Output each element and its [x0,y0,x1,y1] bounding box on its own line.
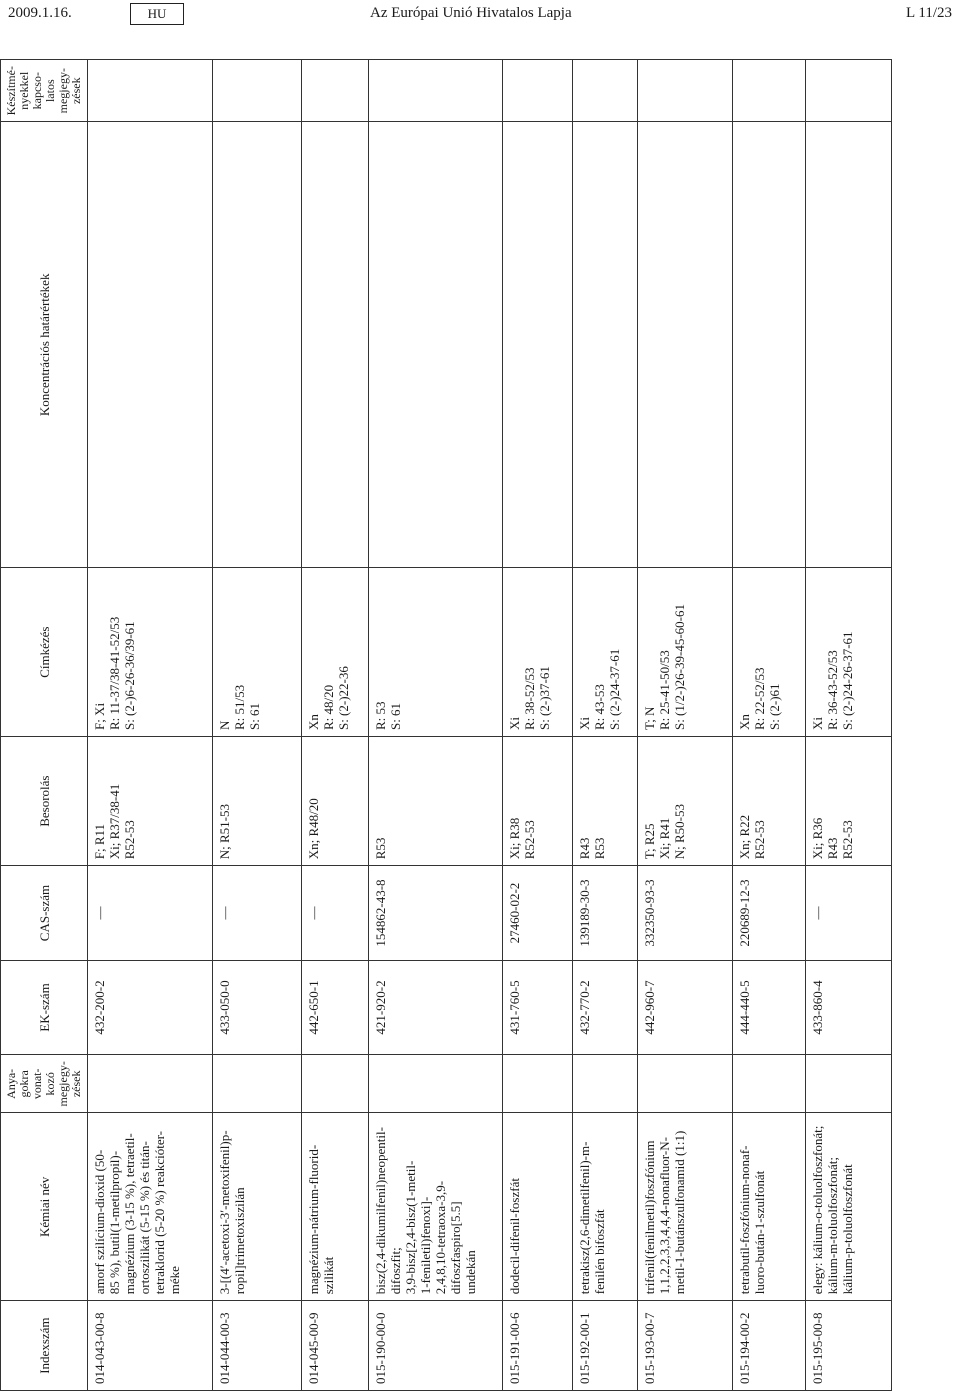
labelling-cell-line: R: 43-53 [591,684,607,731]
cas-number-cell: — [88,866,213,961]
table-row [637,60,732,1391]
labelling-cell [503,568,572,737]
concentration-cell [88,122,213,568]
classification-cell [369,737,503,866]
cas-number-cell: 154862-43-8 [369,866,503,961]
concentration-cell [369,122,503,568]
page-reference: L 11/23 [906,5,952,21]
chemical-name-cell [213,1113,301,1301]
chemical-name-cell [301,1113,368,1301]
ek-number-cell: 433-860-4 [805,960,891,1054]
substance-notes-cell [572,1055,637,1113]
table-row [88,60,213,1391]
table-row [369,60,503,1391]
classification-cell-line: F; R11 [92,823,107,860]
ek-number-cell: 442-650-1 [301,960,368,1054]
concentration-cell [637,122,732,568]
substance-notes-cell [213,1055,301,1113]
cas-number-cell: — [805,866,891,961]
chemical-name-cell-line: fenilén bifoszfát [591,1209,607,1295]
index-cell: 014-044-00-3 [213,1301,301,1391]
preparation-notes-cell [637,60,732,122]
table-row [732,60,805,1391]
chemical-name-cell-line: amorf szilícium-dioxid (50- [92,1149,107,1295]
table-row [213,60,301,1391]
ek-number-cell: 432-770-2 [572,960,637,1054]
chemical-name-cell-line: trifenil(fenilmetil)foszfónium [641,1140,657,1295]
table-row [572,60,637,1391]
col-header-substance-notes: Anya- gokra vonat- kozó megjegy- zések [1,1055,88,1113]
labelling-cell-line: Xi [576,717,592,731]
chemical-name-cell [637,1113,732,1301]
index-cell: 015-193-00-7 [637,1301,732,1391]
classification-cell-line: Xn; R22 [736,814,752,860]
col-header-index: Indexszám [1,1301,88,1391]
index-cell: 014-045-00-9 [301,1301,368,1391]
concentration-cell [301,122,368,568]
table-row [301,60,368,1391]
col-header-concentration: Koncentrációs határértékek [1,122,88,568]
chemical-name-cell-line: undekán [463,1250,479,1295]
chemical-name-cell-line: 2,4,8,10-tetraoxa-3,9- [433,1180,449,1295]
col-header-cas: CAS-szám [1,866,88,961]
chemical-name-cell-line: méke [167,1266,182,1295]
ek-number-cell: 442-960-7 [637,960,732,1054]
index-cell: 015-192-00-1 [572,1301,637,1391]
col-header-name: Kémiai név [1,1113,88,1301]
preparation-notes-cell [572,60,637,122]
classification-cell-line: R52-53 [751,820,767,860]
classification-cell-line: R52-53 [122,820,137,860]
labelling-cell-line: R: 11-37/38-41-52/53 [107,616,122,731]
chemical-name-cell-line: kálium-m-toluolfoszfonát; [824,1157,840,1295]
cas-number-cell: 27460-02-2 [503,866,572,961]
substance-notes-cell [732,1055,805,1113]
chemical-name-cell-line: elegy: kálium-o-toluolfoszfonát; [809,1125,825,1295]
substance-notes-cell [637,1055,732,1113]
labelling-cell-line: R: 51/53 [232,684,248,731]
classification-cell-line: N; R50-53 [671,804,687,860]
chemical-name-cell-line: magnézium-nátrium-fluorid- [305,1144,321,1295]
classification-cell-line: Xi; R36 [809,817,825,860]
classification-cell [572,737,637,866]
concentration-cell [732,122,805,568]
cas-number-cell: 332350-93-3 [637,866,732,961]
labelling-cell-line: S: (1/2-)26-39-45-60-61 [671,604,687,731]
chemical-name-cell-line: difoszfit; [388,1247,404,1295]
preparation-notes-cell [503,60,572,122]
labelling-cell-line: S: 61 [247,702,263,731]
classification-cell-line: R53 [373,837,389,860]
chemical-name-cell-line: 3,9-bisz[2,4-bisz(1-metil- [403,1160,419,1295]
labelling-cell-line: R: 36-43-52/53 [824,650,840,731]
classification-cell-line: T; R25 [641,823,657,860]
chemical-name-cell [369,1113,503,1301]
chemical-name-cell-line: bisz(2,4-dikumilfenil)neopentil- [373,1127,389,1295]
concentration-cell [213,122,301,568]
ek-number-cell: 433-050-0 [213,960,301,1054]
substance-notes-cell [88,1055,213,1113]
substance-notes-cell [503,1055,572,1113]
chemical-name-cell [805,1113,891,1301]
col-header-ek: EK-szám [1,960,88,1054]
publication-date: 2009.1.16. [8,5,72,21]
labelling-cell-line: Xn [736,714,752,731]
table-header-row [1,60,88,1391]
table-row [503,60,572,1391]
ek-number-cell: 432-200-2 [88,960,213,1054]
chemical-name-cell-line: kálium-p-toluolfoszfonát [839,1164,855,1295]
classification-cell [503,737,572,866]
labelling-cell-line: S: (2-)24-26-37-61 [839,631,855,731]
classification-cell [732,737,805,866]
concentration-cell [503,122,572,568]
chemical-name-cell-line: tetrakisz(2,6-dimetilfenil)-m- [576,1141,592,1295]
labelling-cell [88,568,213,737]
col-header-preparation-notes: Készítmé- nyekkel kapcso- latos megjegy- zések [1,60,88,122]
chemical-name-cell-line: tetrabutil-foszfónium-nonaf- [736,1145,752,1295]
index-cell: 014-043-00-8 [88,1301,213,1391]
labelling-cell [805,568,891,737]
cas-number-cell: — [301,866,368,961]
labelling-cell [572,568,637,737]
labelling-cell-line: T; N [641,706,657,731]
labelling-cell [213,568,301,737]
classification-cell [213,737,301,866]
rotated-table-container [0,59,960,1391]
ek-number-cell: 421-920-2 [369,960,503,1054]
index-cell: 015-191-00-6 [503,1301,572,1391]
labelling-cell-line: R: 38-52/53 [522,667,538,731]
labelling-cell-line: S: 61 [388,702,404,731]
chemical-name-cell-line: 1,1,2,2,3,3,4,4,4-nonafluor-N- [656,1137,672,1295]
chemical-name-cell-line: 85 %), butil(1-metilpropil)- [107,1150,122,1295]
chemical-name-cell-line: magnézium (3-15 %), tetraetil- [122,1133,137,1295]
preparation-notes-cell [805,60,891,122]
chemical-name-cell-line: szilikát [320,1256,336,1295]
labelling-cell-line: Xi [507,717,523,731]
classification-cell [637,737,732,866]
classification-cell-line: R43 [824,837,840,860]
chemical-name-cell-line: tetraklorid (5-20 %) reakcióter- [152,1131,167,1295]
labelling-cell-line: S: (2-)22-36 [335,666,351,731]
concentration-cell [572,122,637,568]
ek-number-cell: 431-760-5 [503,960,572,1054]
labelling-cell-line: S: (2-)37-61 [537,666,553,731]
chemical-name-cell [732,1113,805,1301]
chemical-name-cell [572,1113,637,1301]
labelling-cell-line: Xn [305,714,321,731]
chemical-name-cell-line: ortoszilikát (5-15 %) és titán- [137,1141,152,1295]
labelling-cell-line: F; Xi [92,702,107,731]
preparation-notes-cell [369,60,503,122]
chemical-name-cell-line: 3-[(4′-acetoxi-3′-metoxifenil)p- [217,1130,233,1295]
chemical-name-cell-line: luoro-bután-1-szulfonát [751,1170,767,1295]
substance-notes-cell [301,1055,368,1113]
substance-notes-cell [369,1055,503,1113]
table-row [805,60,891,1391]
labelling-cell-line: S: (2-)61 [766,683,782,731]
classification-cell-line: R53 [591,837,607,860]
index-cell: 015-190-00-0 [369,1301,503,1391]
chemical-name-cell-line: ropil]trimetoxiszilán [232,1187,248,1295]
classification-cell-line: R52-53 [522,820,538,860]
labelling-cell-line: R: 22-52/53 [751,667,767,731]
cas-number-cell: 220689-12-3 [732,866,805,961]
chemical-name-cell-line: metil-1-butánszulfonamid (1:1) [671,1130,687,1295]
labelling-cell-line: Xi [809,717,825,731]
language-badge: HU [130,3,184,25]
col-header-labelling: Címkézés [1,568,88,737]
labelling-cell-line: S: (2-)6-26-36/39-61 [122,621,137,731]
preparation-notes-cell [213,60,301,122]
classification-cell-line: Xi; R38 [507,817,523,860]
chemical-name-cell-line: 1-feniletil)fenoxi]- [418,1196,434,1295]
page-header [0,0,960,30]
classification-cell-line: R43 [576,837,592,860]
chemical-name-cell [503,1113,572,1301]
labelling-cell-line: R: 25-41-50/53 [656,650,672,731]
table-body [88,60,892,1391]
labelling-cell [369,568,503,737]
ek-number-cell: 444-440-5 [732,960,805,1054]
classification-cell-line: R52-53 [839,820,855,860]
chemical-name-cell-line: difoszfaspiro[5.5] [448,1201,464,1295]
labelling-cell [732,568,805,737]
chemical-name-cell [88,1113,213,1301]
classification-cell-line: N; R51-53 [217,804,233,860]
substance-notes-cell [805,1055,891,1113]
cas-number-cell: — [213,866,301,961]
preparation-notes-cell [301,60,368,122]
labelling-cell-line: R: 53 [373,701,389,731]
index-cell: 015-194-00-2 [732,1301,805,1391]
labelling-cell-line: R: 48/20 [320,684,336,731]
labelling-cell-line: N [217,720,233,731]
classification-cell-line: Xi; R41 [656,817,672,860]
labelling-cell-line: S: (2-)24-37-61 [606,648,622,731]
substance-table [0,59,892,1391]
labelling-cell [301,568,368,737]
classification-cell [805,737,891,866]
col-header-classification: Besorolás [1,737,88,866]
classification-cell-line: Xn; R48/20 [305,798,321,860]
cas-number-cell: 139189-30-3 [572,866,637,961]
chemical-name-cell-line: dodecil-difenil-foszfát [507,1178,523,1295]
concentration-cell [805,122,891,568]
journal-title: Az Európai Unió Hivatalos Lapja [370,5,572,21]
classification-cell-line: Xi; R37/38-41 [107,783,122,860]
index-cell: 015-195-00-8 [805,1301,891,1391]
preparation-notes-cell [732,60,805,122]
classification-cell [301,737,368,866]
labelling-cell [637,568,732,737]
preparation-notes-cell [88,60,213,122]
classification-cell [88,737,213,866]
